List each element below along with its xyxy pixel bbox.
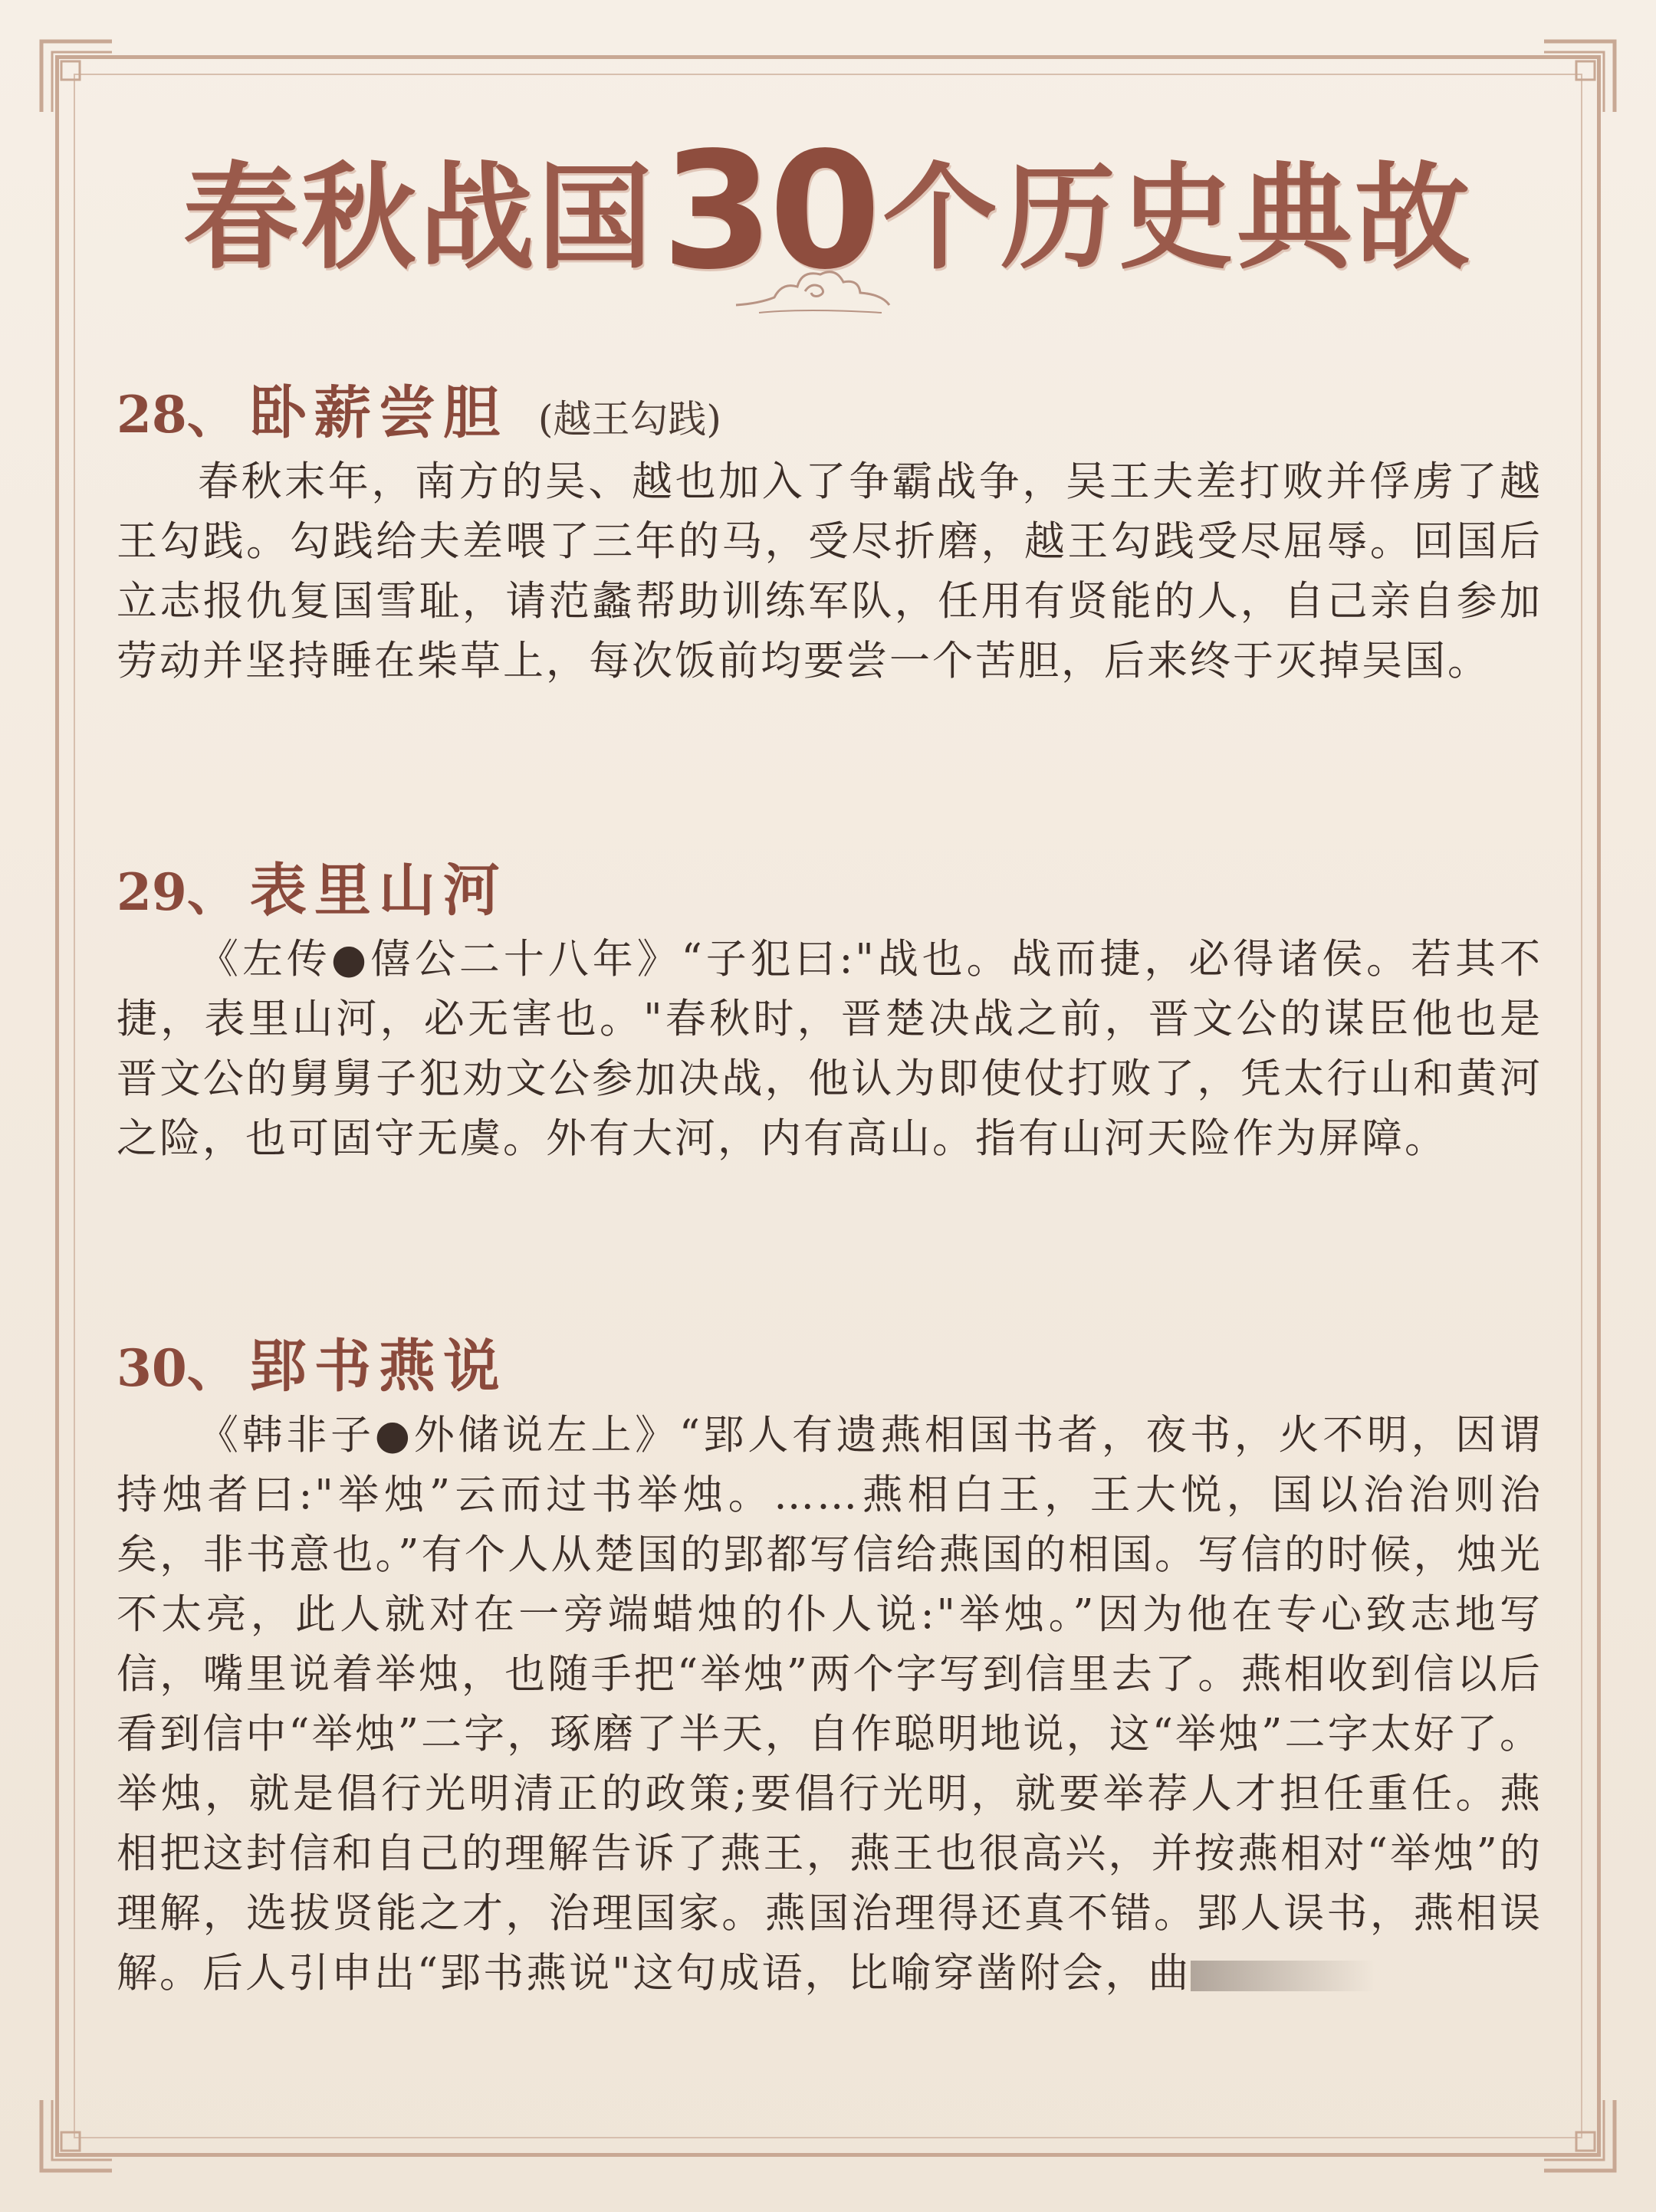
section-heading [117,1321,1543,1406]
section-body [117,1406,1543,2004]
section-title: 表里山河 [249,858,508,924]
section-body: 春秋末年，南方的吴、越也加入了争霸战争，吴王夫差打败并俘虏了越王勾践。勾践给夫差喂了三年的马，受尽折磨，越王勾践受尽屈辱。回国后立志报仇复国雪耻，请范蠡帮助训练军队，任用有贤能的人，自己亲自参加劳动并坚持睡在柴草上，每次饭前均要尝一个苦胆，后来终于灭掉吴国。 [117,458,1543,684]
corner-ornament-icon [1541,2097,1618,2174]
title-prefix: 春秋战国 [182,152,656,285]
section-number: 30、 [117,1338,238,1398]
section-heading [117,845,1543,930]
auspicious-cloud-icon [728,259,897,320]
section-28 [117,368,1543,691]
title-number: 30 [661,117,877,305]
section-subtitle: (越王勾践) [537,397,721,441]
corner-ornament-icon [38,2097,115,2174]
section-title: 卧薪尝胆 [249,380,508,446]
title-suffix: 个历史典故 [882,152,1474,285]
section-29 [117,845,1543,1169]
section-number: 29、 [117,862,238,922]
text-fade-overlay [1191,1961,1375,1991]
section-heading [117,368,1543,452]
section-body: 《左传●僖公二十八年》“子犯曰:"战也。战而捷，必得诸侯。若其不捷，表里山河，必无害也。"春秋时，晋楚决战之前，晋文公的谋臣他也是晋文公的舅舅子犯劝文公参加决战，他认为即使仗打败了，凭太行山和黄河之险，也可固守无虞。外有大河，内有高山。指有山河天险作为屏障。 [117,936,1543,1162]
section-30 [117,1321,1543,2004]
section-body-text: 《韩非子●外储说左上》“郢人有遗燕相国书者，夜书，火不明，因谓持烛者曰:"举烛”云而过书举烛。……燕相白王，王大悦，国以治治则治矣，非书意也。”有个人从楚国的郢都写信给燕国的相国。写信的时候，烛光不太亮，此人就对在一旁端蜡烛的仆人说:"举烛。”因为他在专心致志地写信，嘴里说着举烛，也随手把“举烛”两个字写到信里去了。燕相收到信以后看到信中“举烛”二字，琢磨了半天，自作聪明地说，这“举烛”二字太好了。举烛，就是倡行光明清正的政策;要倡行光明，就要举荐人才担任重任。燕相把这封信和自己的理解告诉了燕王，燕王也很高兴，并按燕相对“举烛”的理解，选拔贤能之才，治理国家。燕国治理得还真不错。郢人误书，燕相误解。后人引申出“郢书燕说"这句成语，比喻穿凿附会，曲 [117,1412,1543,1997]
corner-ornament-icon [1541,38,1618,115]
corner-ornament-icon [38,38,115,115]
section-number: 28、 [117,385,238,445]
section-title: 郢书燕说 [249,1334,508,1400]
